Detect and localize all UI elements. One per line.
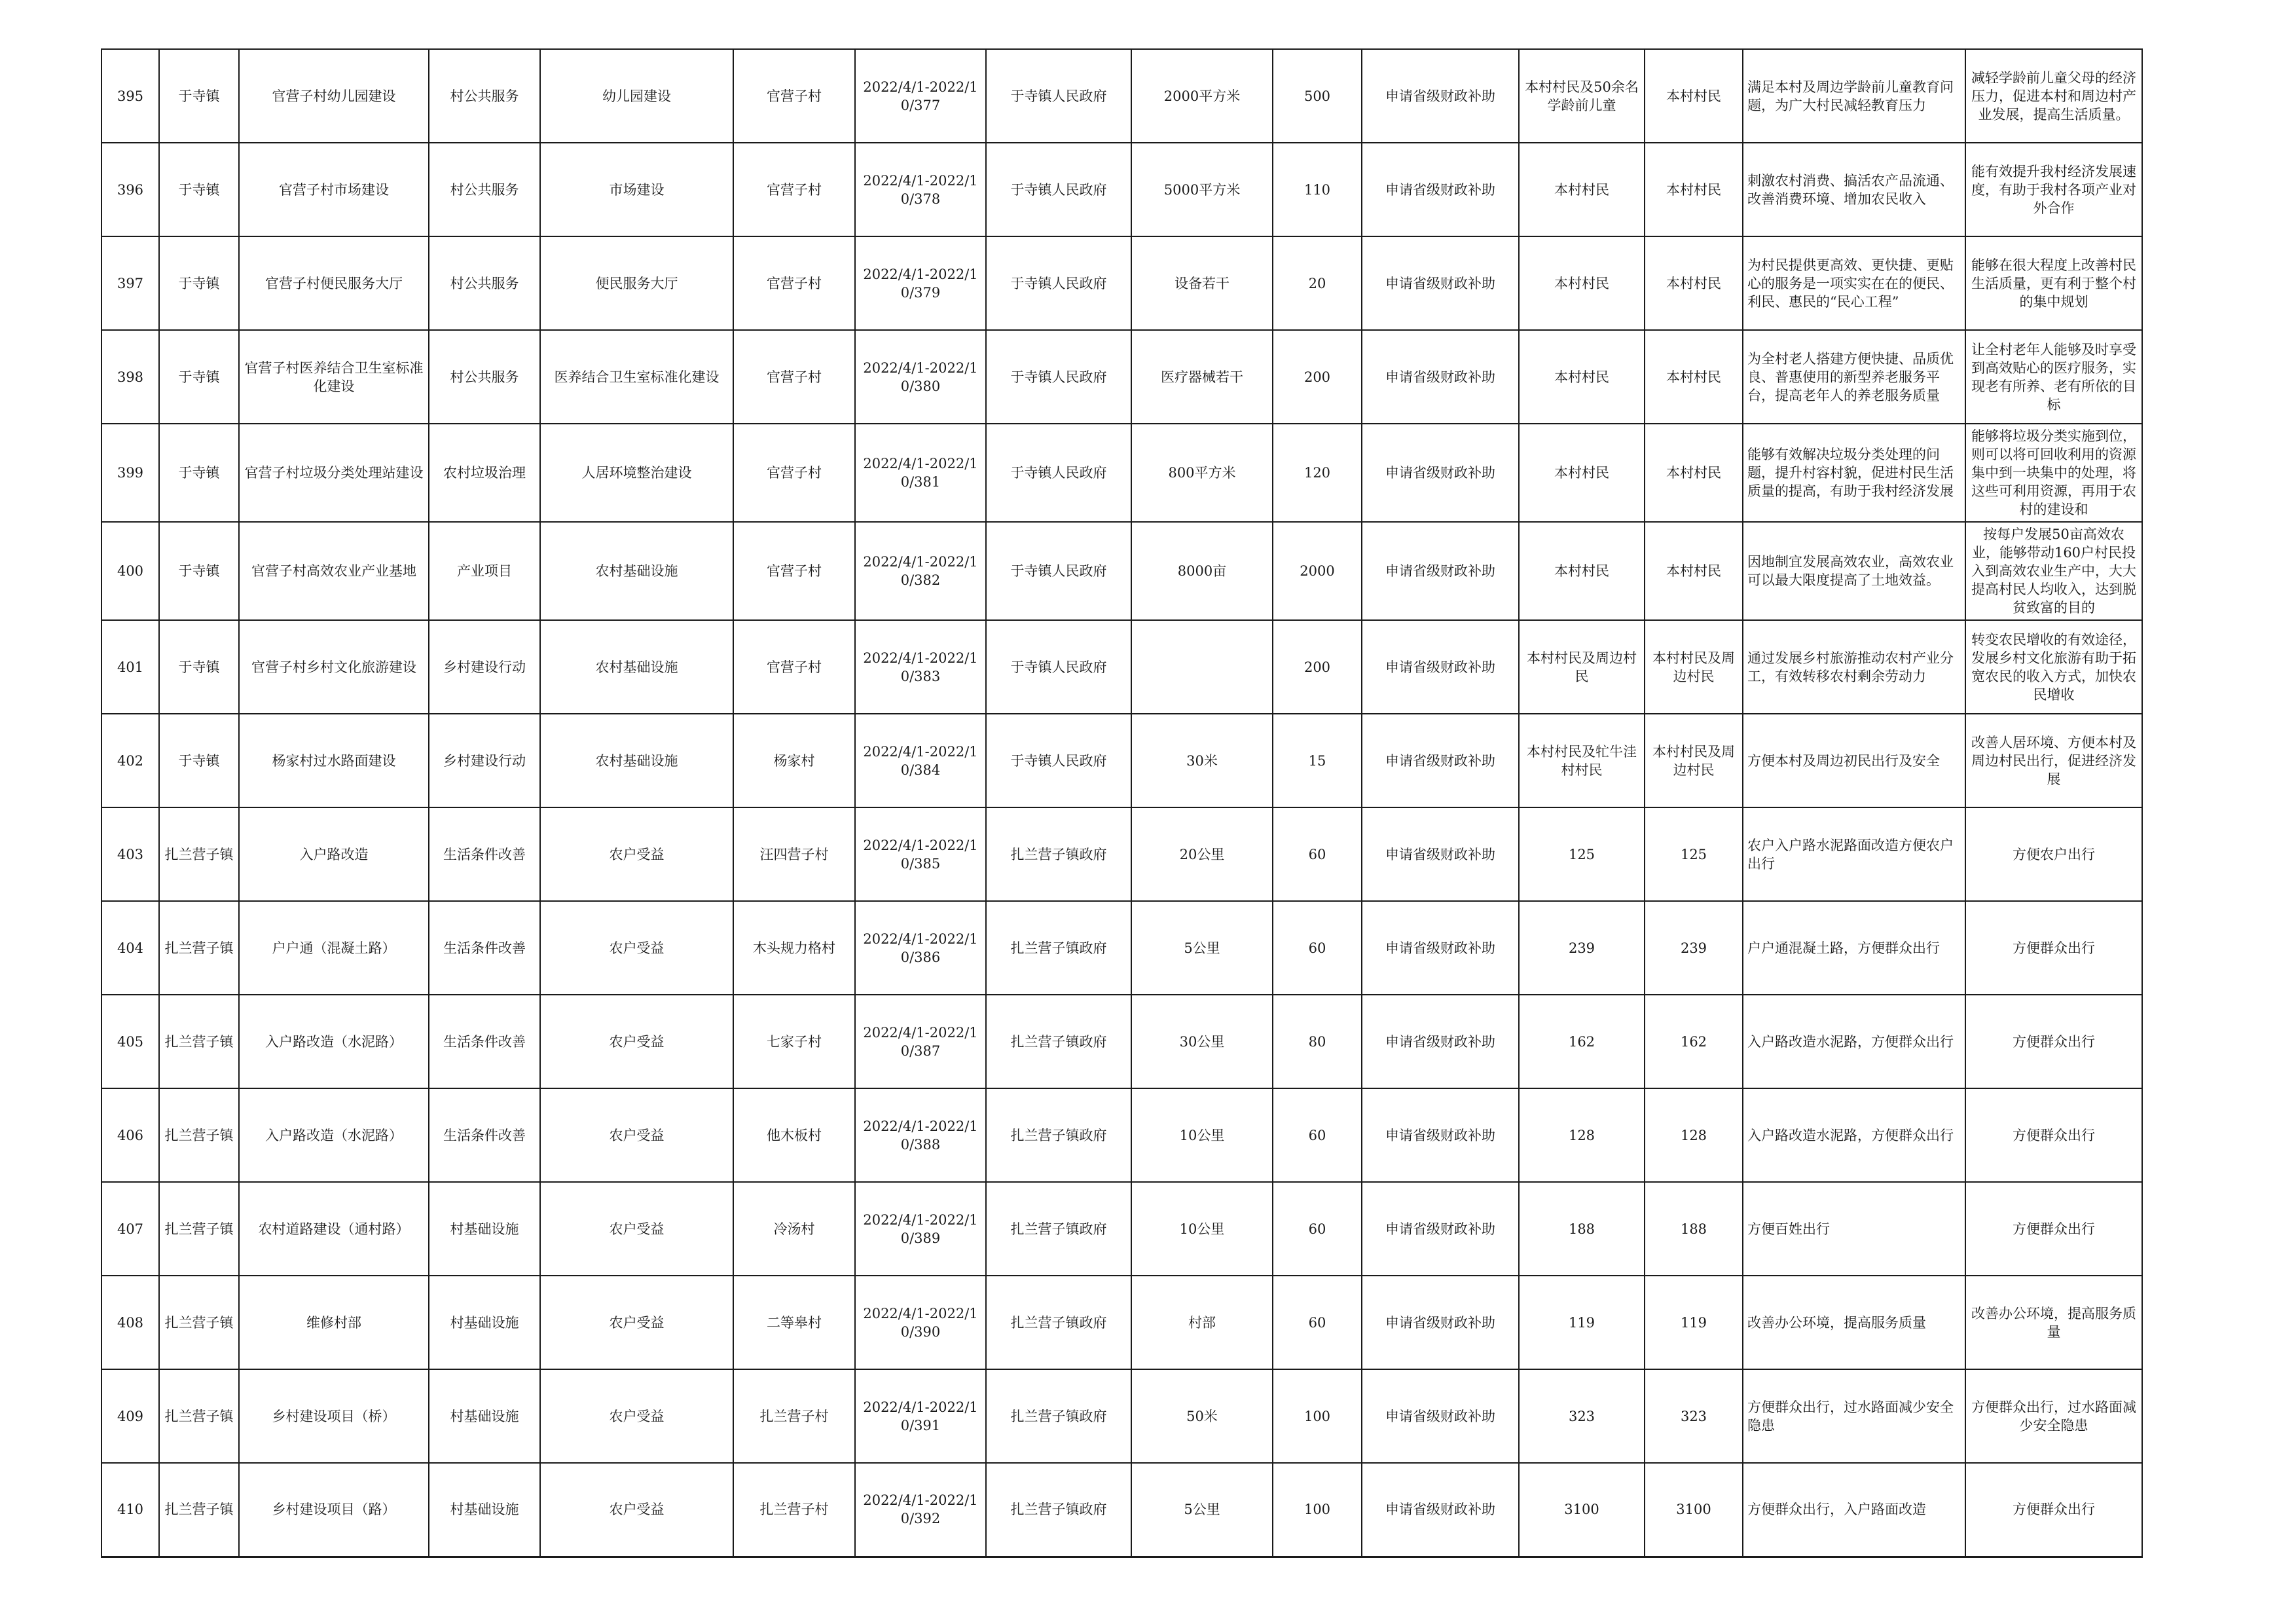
beneficiary-cell: 本村村民及周边村民 [1519,620,1645,714]
row-number: 397 [101,236,159,330]
responsible-unit-cell: 于寺镇人民政府 [986,330,1131,424]
fund-source-cell: 申请省级财政补助 [1362,1088,1519,1182]
responsible-unit-cell: 于寺镇人民政府 [986,522,1131,620]
category-cell: 乡村建设行动 [429,620,540,714]
category-cell: 村公共服务 [429,236,540,330]
scale-cell: 5公里 [1131,1463,1273,1557]
project-name-cell: 官营子村便民服务大厅 [239,236,429,330]
subtype-cell: 农户受益 [540,1463,733,1557]
project-name-cell: 入户路改造（水泥路） [239,995,429,1088]
table-row [101,1276,2142,1369]
town-cell: 于寺镇 [159,714,239,807]
period-cell: 2022/4/1-2022/10/378 [855,143,986,236]
category-cell: 生活条件改善 [429,807,540,901]
period-cell: 2022/4/1-2022/10/377 [855,49,986,143]
town-cell: 扎兰营子镇 [159,1276,239,1369]
fund-source-cell: 申请省级财政补助 [1362,807,1519,901]
goal-cell: 方便群众出行，过水路面减少安全隐患 [1743,1369,1965,1463]
responsible-unit-cell: 于寺镇人民政府 [986,49,1131,143]
town-cell: 扎兰营子镇 [159,1463,239,1557]
table-row [101,1182,2142,1276]
scale-cell: 2000平方米 [1131,49,1273,143]
town-cell: 于寺镇 [159,522,239,620]
responsible-unit-cell: 扎兰营子镇政府 [986,1182,1131,1276]
subtype-cell: 农户受益 [540,1369,733,1463]
table-row [101,143,2142,236]
table-row [101,1463,2142,1557]
category-cell: 村公共服务 [429,143,540,236]
subtype-cell: 人居环境整治建设 [540,424,733,522]
beneficiary-secondary-cell: 本村村民及周边村民 [1645,714,1743,807]
benefit-cell: 方便群众出行 [1965,995,2142,1088]
scale-cell: 设备若干 [1131,236,1273,330]
benefit-cell: 让全村老年人能够及时享受到高效贴心的医疗服务，实现老有所养、老有所依的目标 [1965,330,2142,424]
village-cell: 官营子村 [733,620,855,714]
goal-cell: 方便本村及周边初民出行及安全 [1743,714,1965,807]
period-cell: 2022/4/1-2022/10/380 [855,330,986,424]
period-cell: 2022/4/1-2022/10/387 [855,995,986,1088]
beneficiary-cell: 323 [1519,1369,1645,1463]
amount-cell: 200 [1273,620,1362,714]
fund-source-cell: 申请省级财政补助 [1362,995,1519,1088]
amount-cell: 100 [1273,1463,1362,1557]
benefit-cell: 转变农民增收的有效途径，发展乡村文化旅游有助于拓宽农民的收入方式，加快农民增收 [1965,620,2142,714]
beneficiary-cell: 本村村民 [1519,236,1645,330]
row-number: 403 [101,807,159,901]
period-cell: 2022/4/1-2022/10/391 [855,1369,986,1463]
village-cell: 官营子村 [733,49,855,143]
benefit-cell: 能够将垃圾分类实施到位，则可以将可回收利用的资源集中到一块集中的处理，将这些可利用资源，再用于农村的建设和 [1965,424,2142,522]
village-cell: 扎兰营子村 [733,1463,855,1557]
village-cell: 杨家村 [733,714,855,807]
amount-cell: 15 [1273,714,1362,807]
responsible-unit-cell: 扎兰营子镇政府 [986,995,1131,1088]
benefit-cell: 方便群众出行 [1965,1463,2142,1557]
table-row [101,995,2142,1088]
goal-cell: 户户通混凝土路，方便群众出行 [1743,901,1965,995]
beneficiary-secondary-cell: 128 [1645,1088,1743,1182]
project-name-cell: 户户通（混凝土路） [239,901,429,995]
benefit-cell: 改善人居环境、方便本村及周边村民出行，促进经济发展 [1965,714,2142,807]
village-cell: 汪四营子村 [733,807,855,901]
benefit-cell: 减轻学龄前儿童父母的经济压力，促进本村和周边村产业发展，提高生活质量。 [1965,49,2142,143]
beneficiary-cell: 119 [1519,1276,1645,1369]
goal-cell: 入户路改造水泥路，方便群众出行 [1743,1088,1965,1182]
beneficiary-secondary-cell: 239 [1645,901,1743,995]
amount-cell: 100 [1273,1369,1362,1463]
town-cell: 于寺镇 [159,330,239,424]
category-cell: 生活条件改善 [429,901,540,995]
fund-source-cell: 申请省级财政补助 [1362,330,1519,424]
beneficiary-cell: 128 [1519,1088,1645,1182]
subtype-cell: 医养结合卫生室标准化建设 [540,330,733,424]
table-row [101,807,2142,901]
category-cell: 村公共服务 [429,330,540,424]
goal-cell: 方便百姓出行 [1743,1182,1965,1276]
town-cell: 扎兰营子镇 [159,1369,239,1463]
amount-cell: 60 [1273,1276,1362,1369]
benefit-cell: 方便群众出行，过水路面减少安全隐患 [1965,1369,2142,1463]
subtype-cell: 农户受益 [540,1088,733,1182]
project-name-cell: 官营子村幼儿园建设 [239,49,429,143]
category-cell: 村基础设施 [429,1369,540,1463]
responsible-unit-cell: 于寺镇人民政府 [986,236,1131,330]
period-cell: 2022/4/1-2022/10/390 [855,1276,986,1369]
goal-cell: 为全村老人搭建方便快捷、品质优良、普惠使用的新型养老服务平台，提高老年人的养老服务质量 [1743,330,1965,424]
scale-cell: 5公里 [1131,901,1273,995]
row-number: 399 [101,424,159,522]
beneficiary-cell: 125 [1519,807,1645,901]
village-cell: 官营子村 [733,522,855,620]
village-cell: 官营子村 [733,143,855,236]
subtype-cell: 农村基础设施 [540,522,733,620]
goal-cell: 因地制宜发展高效农业，高效农业可以最大限度提高了土地效益。 [1743,522,1965,620]
beneficiary-cell: 本村村民及50余名学龄前儿童 [1519,49,1645,143]
period-cell: 2022/4/1-2022/10/389 [855,1182,986,1276]
subtype-cell: 农户受益 [540,901,733,995]
amount-cell: 60 [1273,1182,1362,1276]
beneficiary-secondary-cell: 本村村民 [1645,330,1743,424]
subtype-cell: 农户受益 [540,807,733,901]
scale-cell: 5000平方米 [1131,143,1273,236]
row-number: 402 [101,714,159,807]
category-cell: 乡村建设行动 [429,714,540,807]
town-cell: 于寺镇 [159,620,239,714]
village-cell: 冷汤村 [733,1182,855,1276]
village-cell: 木头规力格村 [733,901,855,995]
benefit-cell: 能有效提升我村经济发展速度，有助于我村各项产业对外合作 [1965,143,2142,236]
category-cell: 产业项目 [429,522,540,620]
responsible-unit-cell: 扎兰营子镇政府 [986,807,1131,901]
beneficiary-secondary-cell: 125 [1645,807,1743,901]
scale-cell: 10公里 [1131,1182,1273,1276]
subtype-cell: 农村基础设施 [540,620,733,714]
village-cell: 官营子村 [733,236,855,330]
goal-cell: 方便群众出行，入户路面改造 [1743,1463,1965,1557]
fund-source-cell: 申请省级财政补助 [1362,49,1519,143]
project-name-cell: 入户路改造（水泥路） [239,1088,429,1182]
category-cell: 农村垃圾治理 [429,424,540,522]
category-cell: 生活条件改善 [429,1088,540,1182]
beneficiary-secondary-cell: 本村村民 [1645,49,1743,143]
village-cell: 七家子村 [733,995,855,1088]
town-cell: 于寺镇 [159,424,239,522]
beneficiary-secondary-cell: 323 [1645,1369,1743,1463]
period-cell: 2022/4/1-2022/10/392 [855,1463,986,1557]
row-number: 409 [101,1369,159,1463]
project-name-cell: 官营子村医养结合卫生室标准化建设 [239,330,429,424]
town-cell: 扎兰营子镇 [159,1088,239,1182]
scale-cell: 30公里 [1131,995,1273,1088]
responsible-unit-cell: 扎兰营子镇政府 [986,1369,1131,1463]
goal-cell: 通过发展乡村旅游推动农村产业分工，有效转移农村剩余劳动力 [1743,620,1965,714]
goal-cell: 能够有效解决垃圾分类处理的问题，提升村容村貌，促进村民生活质量的提高，有助于我村经济发展 [1743,424,1965,522]
benefit-cell: 能够在很大程度上改善村民生活质量，更有利于整个村的集中规划 [1965,236,2142,330]
town-cell: 于寺镇 [159,236,239,330]
row-number: 408 [101,1276,159,1369]
responsible-unit-cell: 扎兰营子镇政府 [986,901,1131,995]
project-name-cell: 入户路改造 [239,807,429,901]
table-row [101,1369,2142,1463]
town-cell: 于寺镇 [159,143,239,236]
benefit-cell: 按每户发展50亩高效农业，能够带动160户村民投入到高效农业生产中，大大提高村民人均收入，达到脱贫致富的目的 [1965,522,2142,620]
fund-source-cell: 申请省级财政补助 [1362,143,1519,236]
beneficiary-cell: 3100 [1519,1463,1645,1557]
period-cell: 2022/4/1-2022/10/385 [855,807,986,901]
category-cell: 村基础设施 [429,1463,540,1557]
row-number: 407 [101,1182,159,1276]
table-row [101,1088,2142,1182]
village-cell: 二等皋村 [733,1276,855,1369]
project-name-cell: 官营子村垃圾分类处理站建设 [239,424,429,522]
subtype-cell: 农户受益 [540,1276,733,1369]
responsible-unit-cell: 于寺镇人民政府 [986,424,1131,522]
beneficiary-secondary-cell: 本村村民 [1645,143,1743,236]
period-cell: 2022/4/1-2022/10/388 [855,1088,986,1182]
row-number: 400 [101,522,159,620]
village-cell: 扎兰营子村 [733,1369,855,1463]
beneficiary-secondary-cell: 本村村民及周边村民 [1645,620,1743,714]
scale-cell: 8000亩 [1131,522,1273,620]
responsible-unit-cell: 于寺镇人民政府 [986,620,1131,714]
village-cell: 官营子村 [733,330,855,424]
beneficiary-secondary-cell: 本村村民 [1645,424,1743,522]
goal-cell: 满足本村及周边学龄前儿童教育问题，为广大村民减轻教育压力 [1743,49,1965,143]
table-row [101,522,2142,620]
responsible-unit-cell: 于寺镇人民政府 [986,714,1131,807]
beneficiary-secondary-cell: 本村村民 [1645,236,1743,330]
scale-cell: 800平方米 [1131,424,1273,522]
beneficiary-cell: 239 [1519,901,1645,995]
period-cell: 2022/4/1-2022/10/383 [855,620,986,714]
scale-cell: 50米 [1131,1369,1273,1463]
row-number: 405 [101,995,159,1088]
fund-source-cell: 申请省级财政补助 [1362,424,1519,522]
beneficiary-cell: 本村村民及牤牛洼村村民 [1519,714,1645,807]
amount-cell: 2000 [1273,522,1362,620]
amount-cell: 20 [1273,236,1362,330]
project-table [101,48,2143,1558]
benefit-cell: 改善办公环境，提高服务质量 [1965,1276,2142,1369]
table-row [101,330,2142,424]
scale-cell: 10公里 [1131,1088,1273,1182]
amount-cell: 60 [1273,1088,1362,1182]
responsible-unit-cell: 于寺镇人民政府 [986,143,1131,236]
amount-cell: 120 [1273,424,1362,522]
amount-cell: 110 [1273,143,1362,236]
goal-cell: 为村民提供更高效、更快捷、更贴心的服务是一项实实在在的便民、利民、惠民的“民心工程” [1743,236,1965,330]
row-number: 410 [101,1463,159,1557]
subtype-cell: 农户受益 [540,1182,733,1276]
subtype-cell: 幼儿园建设 [540,49,733,143]
amount-cell: 200 [1273,330,1362,424]
beneficiary-secondary-cell: 119 [1645,1276,1743,1369]
responsible-unit-cell: 扎兰营子镇政府 [986,1276,1131,1369]
town-cell: 扎兰营子镇 [159,995,239,1088]
goal-cell: 刺激农村消费、搞活农产品流通、改善消费环境、增加农民收入 [1743,143,1965,236]
period-cell: 2022/4/1-2022/10/381 [855,424,986,522]
beneficiary-secondary-cell: 本村村民 [1645,522,1743,620]
table-row [101,620,2142,714]
row-number: 395 [101,49,159,143]
goal-cell: 入户路改造水泥路，方便群众出行 [1743,995,1965,1088]
row-number: 401 [101,620,159,714]
subtype-cell: 农村基础设施 [540,714,733,807]
scale-cell: 医疗器械若干 [1131,330,1273,424]
period-cell: 2022/4/1-2022/10/382 [855,522,986,620]
row-number: 406 [101,1088,159,1182]
beneficiary-cell: 本村村民 [1519,143,1645,236]
beneficiary-cell: 本村村民 [1519,330,1645,424]
town-cell: 于寺镇 [159,49,239,143]
table-row [101,901,2142,995]
amount-cell: 60 [1273,901,1362,995]
scale-cell [1131,620,1273,714]
scale-cell: 村部 [1131,1276,1273,1369]
scale-cell: 20公里 [1131,807,1273,901]
row-number: 398 [101,330,159,424]
benefit-cell: 方便群众出行 [1965,1088,2142,1182]
project-name-cell: 乡村建设项目（桥） [239,1369,429,1463]
beneficiary-secondary-cell: 162 [1645,995,1743,1088]
beneficiary-cell: 188 [1519,1182,1645,1276]
fund-source-cell: 申请省级财政补助 [1362,1463,1519,1557]
subtype-cell: 市场建设 [540,143,733,236]
table-row [101,49,2142,143]
fund-source-cell: 申请省级财政补助 [1362,522,1519,620]
fund-source-cell: 申请省级财政补助 [1362,901,1519,995]
fund-source-cell: 申请省级财政补助 [1362,1182,1519,1276]
fund-source-cell: 申请省级财政补助 [1362,236,1519,330]
row-number: 404 [101,901,159,995]
fund-source-cell: 申请省级财政补助 [1362,1276,1519,1369]
goal-cell: 改善办公环境，提高服务质量 [1743,1276,1965,1369]
town-cell: 扎兰营子镇 [159,807,239,901]
benefit-cell: 方便农户出行 [1965,807,2142,901]
category-cell: 村公共服务 [429,49,540,143]
project-name-cell: 乡村建设项目（路） [239,1463,429,1557]
benefit-cell: 方便群众出行 [1965,1182,2142,1276]
town-cell: 扎兰营子镇 [159,901,239,995]
project-name-cell: 官营子村市场建设 [239,143,429,236]
period-cell: 2022/4/1-2022/10/384 [855,714,986,807]
project-name-cell: 官营子村乡村文化旅游建设 [239,620,429,714]
responsible-unit-cell: 扎兰营子镇政府 [986,1463,1131,1557]
subtype-cell: 便民服务大厅 [540,236,733,330]
town-cell: 扎兰营子镇 [159,1182,239,1276]
scale-cell: 30米 [1131,714,1273,807]
amount-cell: 500 [1273,49,1362,143]
subtype-cell: 农户受益 [540,995,733,1088]
table-row [101,424,2142,522]
amount-cell: 60 [1273,807,1362,901]
project-name-cell: 维修村部 [239,1276,429,1369]
village-cell: 官营子村 [733,424,855,522]
project-name-cell: 农村道路建设（通村路） [239,1182,429,1276]
beneficiary-secondary-cell: 188 [1645,1182,1743,1276]
project-name-cell: 官营子村高效农业产业基地 [239,522,429,620]
period-cell: 2022/4/1-2022/10/386 [855,901,986,995]
beneficiary-secondary-cell: 3100 [1645,1463,1743,1557]
period-cell: 2022/4/1-2022/10/379 [855,236,986,330]
fund-source-cell: 申请省级财政补助 [1362,1369,1519,1463]
row-number: 396 [101,143,159,236]
beneficiary-cell: 162 [1519,995,1645,1088]
project-name-cell: 杨家村过水路面建设 [239,714,429,807]
beneficiary-cell: 本村村民 [1519,424,1645,522]
village-cell: 他木板村 [733,1088,855,1182]
table-row [101,714,2142,807]
amount-cell: 80 [1273,995,1362,1088]
responsible-unit-cell: 扎兰营子镇政府 [986,1088,1131,1182]
benefit-cell: 方便群众出行 [1965,901,2142,995]
fund-source-cell: 申请省级财政补助 [1362,714,1519,807]
category-cell: 村基础设施 [429,1182,540,1276]
fund-source-cell: 申请省级财政补助 [1362,620,1519,714]
category-cell: 村基础设施 [429,1276,540,1369]
beneficiary-cell: 本村村民 [1519,522,1645,620]
goal-cell: 农户入户路水泥路面改造方便农户出行 [1743,807,1965,901]
table-row [101,236,2142,330]
category-cell: 生活条件改善 [429,995,540,1088]
